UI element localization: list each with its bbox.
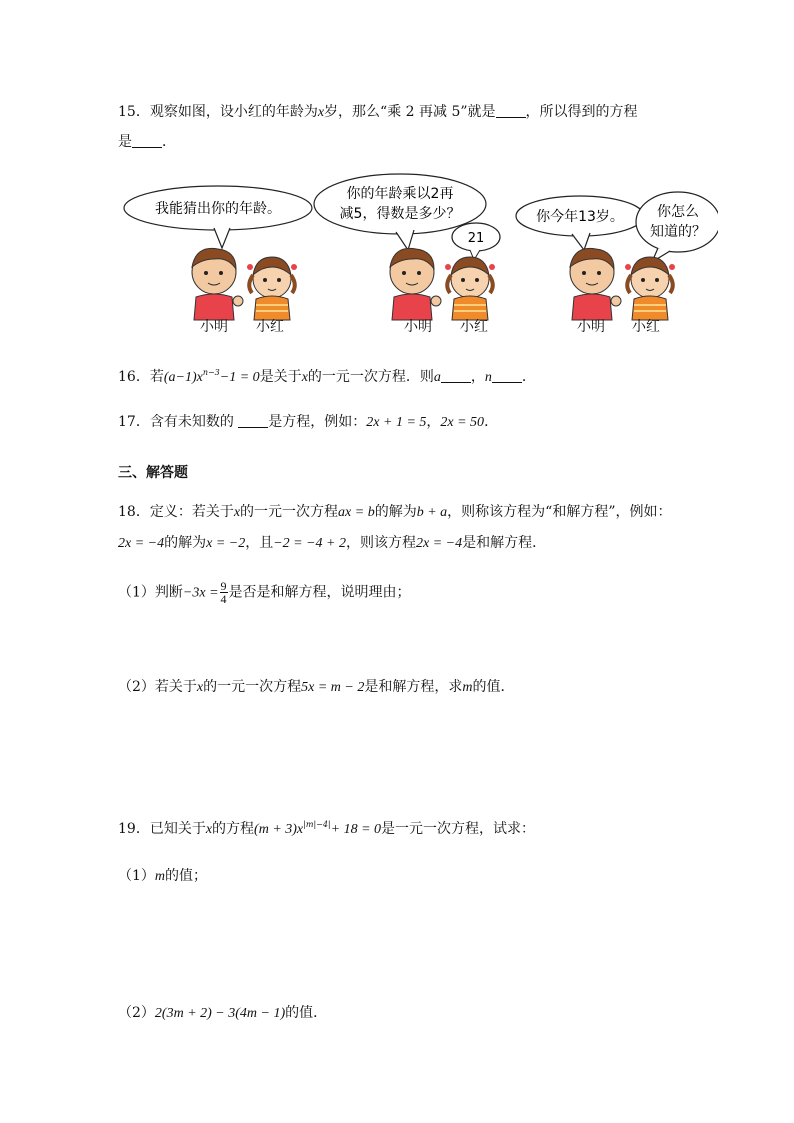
- q18-p2-m: m: [462, 680, 473, 695]
- fraction-9-4: [220, 580, 228, 605]
- q19-line1: [118, 815, 535, 840]
- q18-p1-eq: −3x =: [182, 585, 219, 601]
- q18-p2-text-2: 的一元一次方程: [203, 679, 302, 695]
- q18-eq-c: −2 = −4 + 2: [273, 536, 347, 551]
- bubble2-text-2: 减5，得数是多少？: [339, 206, 461, 222]
- q18-p2-var: x: [196, 680, 204, 695]
- bubble2-text-1: 你的年龄乘以2再: [346, 186, 454, 202]
- q17-text-1: 含有未知数的: [149, 414, 234, 430]
- q17-eq2: 2x = 50: [440, 415, 485, 430]
- girl-name-3: 小红: [632, 319, 660, 335]
- q15-text-5: ．: [162, 134, 176, 150]
- q17-line: [118, 412, 498, 433]
- q18-line2: [118, 533, 546, 554]
- q16-expr2: −1 = 0: [219, 370, 260, 385]
- q18-eq-b: x = −2: [206, 536, 246, 551]
- q19-p1-m: m: [154, 869, 166, 884]
- q16-line: [118, 363, 536, 388]
- q16-n: n: [484, 370, 492, 385]
- q18-text-3: 的解为: [374, 504, 417, 520]
- q18-var: x: [233, 505, 241, 520]
- q19-expr: (m + 3)x: [254, 822, 304, 837]
- q16-blank-a[interactable]: [441, 368, 471, 383]
- q15-line2: [118, 132, 176, 152]
- bubble5-text-1: 你怎么: [657, 204, 699, 220]
- q17-blank[interactable]: [238, 413, 268, 428]
- q18-part2: [118, 677, 514, 698]
- q18-p1-text-1: （1）判断: [118, 584, 183, 601]
- q18-p2-text-3: 是和解方程，求: [364, 679, 463, 695]
- q16-number: 16．: [118, 369, 150, 385]
- q19-p2-expr: 2(3m + 2) − 3(4m − 1): [154, 1006, 286, 1021]
- q18-text-4: ，则称该方程为“和解方程”，例如：: [447, 504, 672, 520]
- q18-p2-text-1: （2）若关于: [118, 679, 197, 695]
- q16-expr: (a−1)x: [163, 370, 203, 385]
- q18-eq-d: 2x = −4: [416, 536, 463, 551]
- speech-bubble-4: [516, 196, 644, 250]
- speech-bubble-3: [452, 223, 500, 260]
- age-guess-illustration: [118, 170, 718, 340]
- bubble5-text-2: 知道的？: [650, 224, 706, 240]
- q16-blank-n[interactable]: [492, 368, 522, 383]
- boy-figure: [570, 248, 621, 320]
- character-pair-3: [570, 248, 675, 320]
- q17-number: 17．: [118, 414, 150, 430]
- q19-expr2: + 18 = 0: [330, 822, 382, 837]
- section-heading: 三、解答题: [118, 465, 188, 481]
- q18-sol: b + a: [416, 505, 448, 520]
- q18-p2-eq: 5x = m − 2: [301, 680, 365, 695]
- q15-blank-2[interactable]: [132, 133, 162, 148]
- q18-text-1: 定义：若关于: [149, 504, 234, 520]
- bubble1-text: 我能猜出你的年龄。: [155, 201, 281, 217]
- q15-text-4: 是: [118, 134, 132, 150]
- character-pair-1: [192, 248, 297, 320]
- q18-line1: [118, 502, 672, 523]
- q19-p1-text-2: 的值；: [165, 868, 208, 884]
- q16-text-1: 若: [149, 369, 164, 385]
- q15-text-2: 岁，那么“乘 2 再减 5”就是: [324, 104, 496, 120]
- girl-name-1: 小红: [256, 319, 284, 335]
- fraction-denominator: 4: [220, 592, 227, 606]
- boy-name-2: 小明: [404, 319, 432, 335]
- boy-name-1: 小明: [200, 319, 228, 335]
- q16-text-3: 的一元一次方程．则: [307, 369, 434, 385]
- girl-figure: [247, 257, 297, 320]
- q18-p1-text-2: 是否是和解方程，说明理由；: [228, 584, 411, 601]
- q17-text-2: 是方程，例如：: [268, 414, 367, 430]
- speech-bubble-1: [124, 186, 312, 248]
- q18-text-8: 是和解方程．: [462, 535, 547, 551]
- q16-text-2: 是关于: [259, 369, 302, 385]
- bubble3-text: 21: [467, 231, 485, 246]
- q18-number: 18．: [118, 504, 150, 520]
- q17-sep: ，: [426, 414, 441, 430]
- q18-text-2: 的一元一次方程: [240, 504, 339, 520]
- q19-text-2: 的方程: [212, 821, 255, 837]
- q19-p2-text-1: （2）: [118, 1005, 155, 1021]
- q18-eq-a: 2x = −4: [118, 536, 165, 551]
- q15-number: 15．: [118, 104, 150, 120]
- boy-name-3: 小明: [577, 319, 605, 335]
- character-pair-2: [390, 248, 495, 320]
- q15-var: x: [317, 105, 325, 120]
- q18-text-7: ，则该方程: [346, 535, 417, 551]
- q18-part1: [118, 580, 411, 605]
- bubble4-text: 你今年13岁。: [536, 209, 624, 225]
- q19-var: x: [205, 822, 213, 837]
- girl-figure: [445, 257, 495, 320]
- speech-bubble-5: [636, 192, 718, 262]
- q17-eq1: 2x + 1 = 5: [366, 415, 427, 430]
- q16-comma: ，: [470, 369, 485, 385]
- q18-eq: ax = b: [338, 505, 375, 520]
- q16-var: x: [301, 370, 308, 385]
- q19-text-1: 已知关于: [149, 821, 206, 837]
- girl-name-2: 小红: [460, 319, 488, 335]
- q19-exponent: |m|−4|: [303, 820, 331, 829]
- q18-text-5: 的解为: [164, 535, 207, 551]
- q18-p2-text-4: 的值．: [472, 679, 515, 695]
- boy-figure: [390, 248, 441, 320]
- q16-a: a: [433, 370, 441, 385]
- girl-figure: [625, 257, 675, 320]
- q16-exponent: n−3: [202, 368, 220, 377]
- q15-line1: [118, 102, 638, 123]
- q19-part1: [118, 866, 207, 887]
- q15-text-1: 观察如图，设小红的年龄为: [149, 104, 318, 120]
- q19-p1-text-1: （1）: [118, 868, 155, 884]
- q15-blank-1[interactable]: [496, 103, 526, 118]
- q17-end: ．: [484, 414, 499, 430]
- q19-p2-text-2: 的值．: [285, 1005, 328, 1021]
- q15-text-3: ，所以得到的方程: [525, 104, 638, 120]
- q18-text-6: ，且: [245, 535, 274, 551]
- q16-end: ．: [521, 369, 536, 385]
- fraction-numerator: 9: [220, 579, 227, 593]
- q19-text-3: 是一元一次方程，试求：: [381, 821, 536, 837]
- boy-figure: [192, 248, 243, 320]
- q19-part2: [118, 1003, 327, 1024]
- q19-number: 19．: [118, 821, 150, 837]
